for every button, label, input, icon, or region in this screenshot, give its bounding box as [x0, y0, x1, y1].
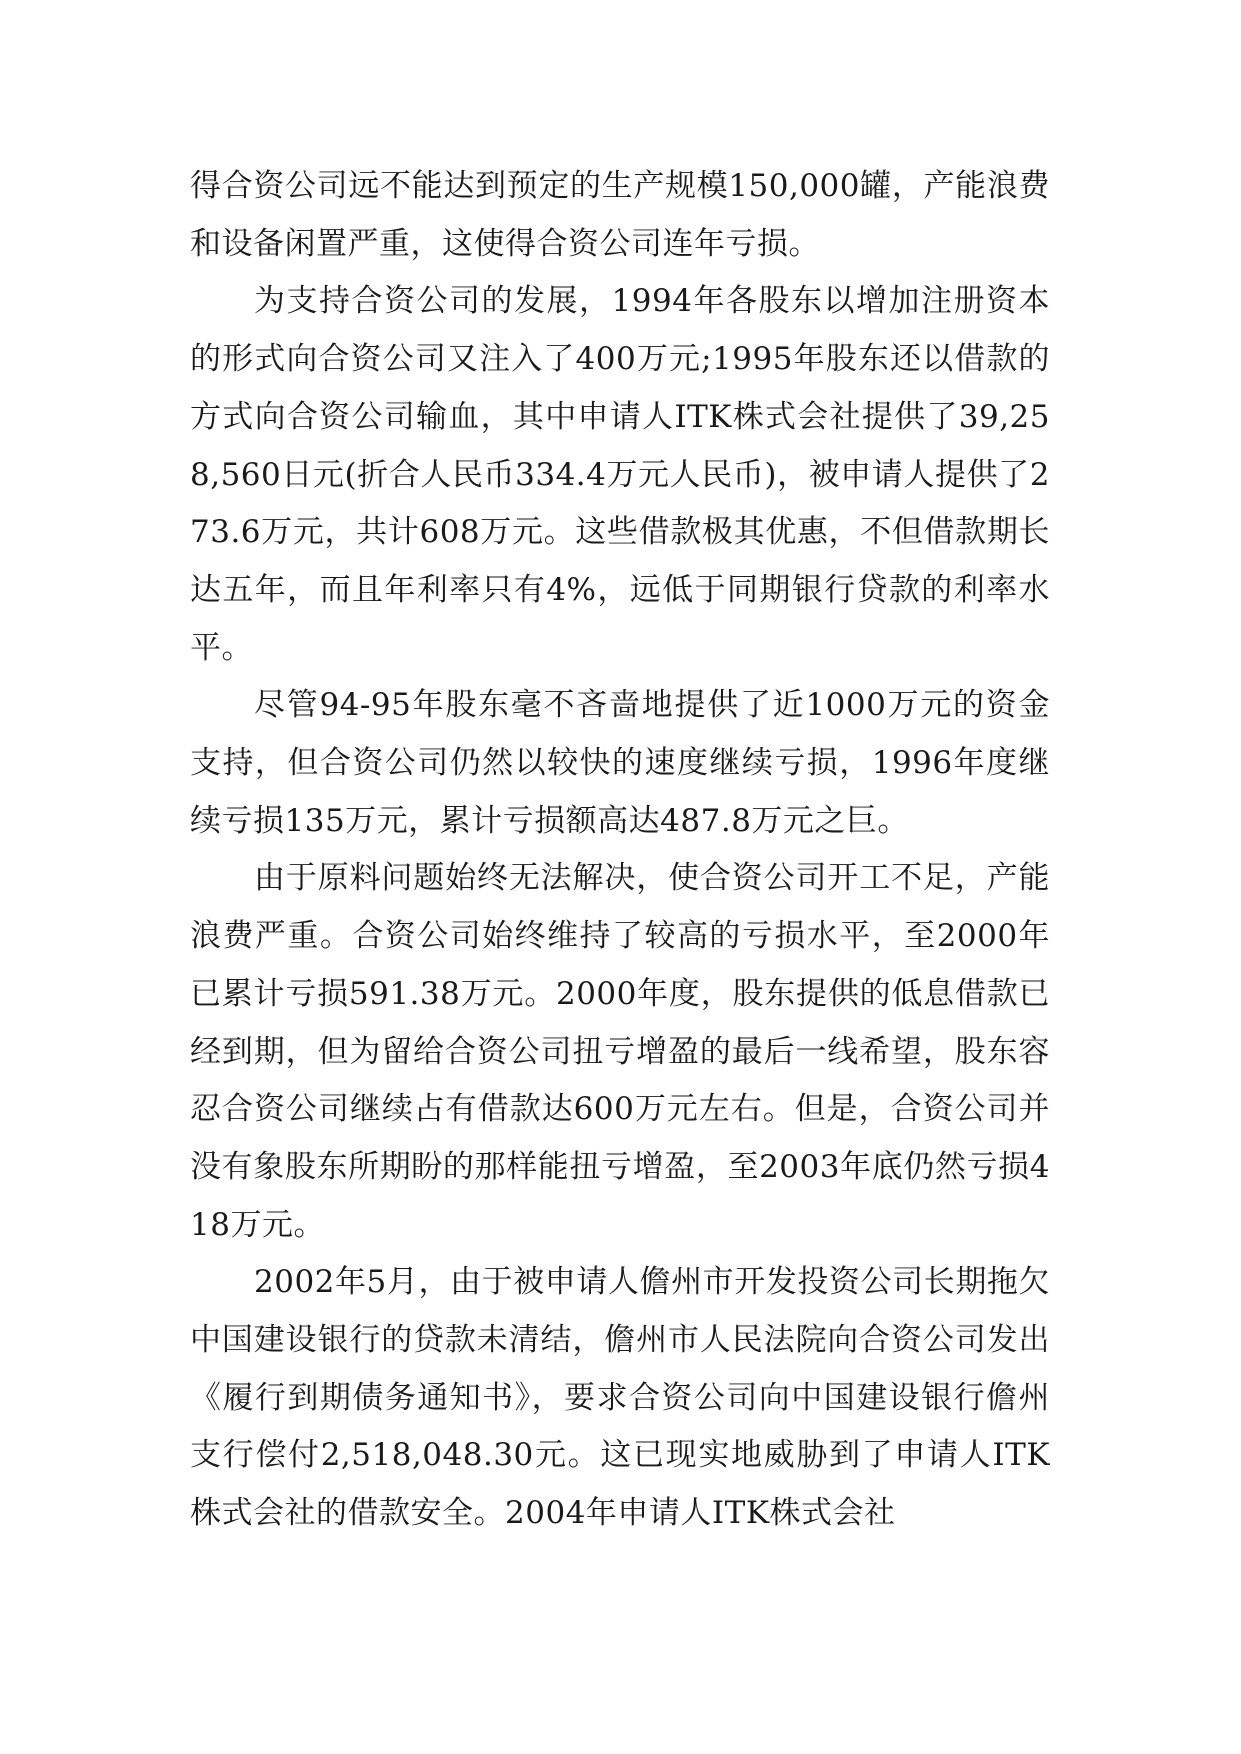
paragraph-3: 尽管94-95年股东毫不吝啬地提供了近1000万元的资金支持，但合资公司仍然以较快的速度继续亏损，1996年度继续亏损135万元，累计亏损额高达487.8万元之巨。 [190, 687, 1050, 839]
paragraph-1: 得合资公司远不能达到预定的生产规模150,000罐，产能浪费和设备闲置严重，这使得合资公司连年亏损。 [190, 168, 1050, 262]
paragraph-2: 为支持合资公司的发展，1994年各股东以增加注册资本的形式向合资公司又注入了400万元;1995年股东还以借款的方式向合资公司输血，其中申请人ITK株式会社提供了39,258,560日元(折合人民币334.4万元人民币)，被申请人提供了273.6万元，共计608万元。这些借款极其优惠，不但借款期长达五年，而且年利率只有4%，远低于同期银行贷款的利率水平。 [190, 283, 1050, 666]
paragraph-5: 2002年5月，由于被申请人儋州市开发投资公司长期拖欠中国建设银行的贷款未清结，儋州市人民法院向合资公司发出《履行到期债务通知书》，要求合资公司向中国建设银行儋州支行偿付2,518,048.30元。这已现实地威胁到了申请人ITK株式会社的借款安全。2004年申请人ITK株式会社 [190, 1264, 1050, 1532]
paragraph-4: 由于原料问题始终无法解决，使合资公司开工不足，产能浪费严重。合资公司始终维持了较高的亏损水平，至2000年已累计亏损591.38万元。2000年度，股东提供的低息借款已经到期，但为留给合资公司扭亏增盈的最后一线希望，股东容忍合资公司继续占有借款达600万元左右。但是，合资公司并没有象股东所期盼的那样能扭亏增盈，至2003年底仍然亏损418万元。 [190, 860, 1050, 1243]
body-text [190, 158, 1050, 1543]
